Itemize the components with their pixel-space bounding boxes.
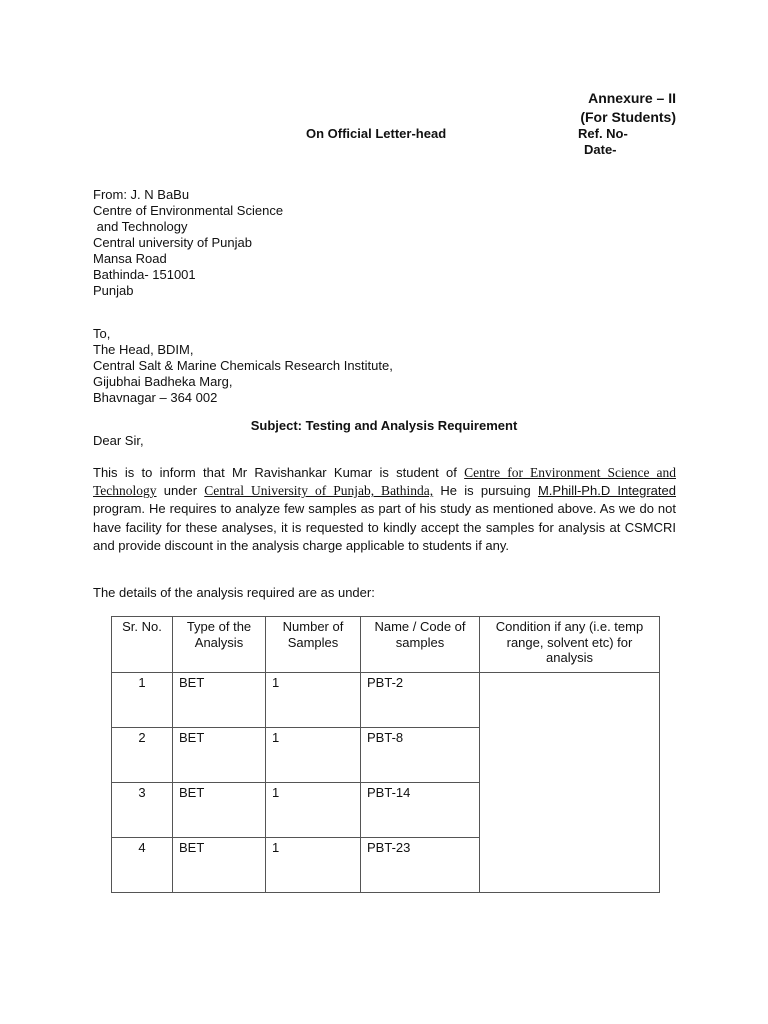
annexure-heading xyxy=(580,89,676,127)
cell-name-code: PBT-8 xyxy=(361,728,480,783)
sender-line: and Technology xyxy=(93,219,188,234)
program-name: M.Phill-Ph.D Integrated xyxy=(537,483,676,499)
recipient-address xyxy=(93,326,393,406)
cell-sr: 1 xyxy=(112,673,173,728)
recipient-line: Central Salt & Marine Chemicals Research Institute, xyxy=(93,358,393,373)
body-text: He is pursuing xyxy=(433,483,538,499)
body-text: This is to inform that Mr Ravishankar Kumar is student of xyxy=(93,465,465,480)
cell-name-code: PBT-2 xyxy=(361,673,480,728)
header-number: Number of Samples xyxy=(266,617,361,673)
sender-line: From: J. N BaBu xyxy=(93,187,190,202)
body-paragraph xyxy=(93,464,676,555)
details-intro: The details of the analysis required are as under: xyxy=(93,585,375,600)
subject-line: Subject: Testing and Analysis Requirement xyxy=(250,418,518,433)
recipient-line: To, xyxy=(93,326,111,341)
cell-number: 1 xyxy=(266,783,361,838)
header-type: Type of the Analysis xyxy=(173,617,266,673)
analysis-table xyxy=(111,616,660,893)
cell-type: BET xyxy=(173,673,266,728)
salutation: Dear Sir, xyxy=(93,433,144,448)
ref-no-label: Ref. No- xyxy=(578,126,628,141)
sender-line: Central university of Punjab xyxy=(93,235,252,250)
cell-sr: 2 xyxy=(112,728,173,783)
recipient-line: Bhavnagar – 364 002 xyxy=(93,390,218,405)
recipient-line: The Head, BDIM, xyxy=(93,342,194,357)
body-text: program. He requires to analyze few samples as part of his study as mentioned above. As we do not have facility for these analyses, it is requested to kindly accept the samples for analysis at CSMCRI and provide discount in the analysis charge applicable to students if any. xyxy=(93,501,676,553)
body-text: under xyxy=(156,483,205,499)
cell-type: BET xyxy=(173,783,266,838)
table-row xyxy=(112,673,660,728)
for-students-label: (For Students) xyxy=(580,109,676,125)
cell-number: 1 xyxy=(266,673,361,728)
cell-number: 1 xyxy=(266,728,361,783)
university-name: Central University of Punjab, Bathinda, xyxy=(204,483,434,499)
header-name-code: Name / Code of samples xyxy=(361,617,480,673)
cell-condition xyxy=(480,673,660,893)
sender-line: Mansa Road xyxy=(93,251,167,266)
annexure-label: Annexure – II xyxy=(588,90,676,106)
cell-sr: 3 xyxy=(112,783,173,838)
cell-name-code: PBT-23 xyxy=(361,838,480,893)
cell-name-code: PBT-14 xyxy=(361,783,480,838)
sender-line: Centre of Environmental Science xyxy=(93,203,284,218)
recipient-line: Gijubhai Badheka Marg, xyxy=(93,374,233,389)
cell-type: BET xyxy=(173,838,266,893)
centre-name: Centre for Environment Science and Technology xyxy=(93,465,676,499)
header-condition: Condition if any (i.e. temp range, solvent etc) for analysis xyxy=(480,617,660,673)
header-sr-no: Sr. No. xyxy=(112,617,173,673)
table-header-row xyxy=(112,617,660,673)
cell-number: 1 xyxy=(266,838,361,893)
date-label: Date- xyxy=(584,142,617,157)
sender-line: Punjab xyxy=(93,283,134,298)
sender-line: Bathinda- 151001 xyxy=(93,267,196,282)
sender-address xyxy=(93,187,283,299)
cell-sr: 4 xyxy=(112,838,173,893)
letterhead-note: On Official Letter-head xyxy=(306,126,447,141)
cell-type: BET xyxy=(173,728,266,783)
